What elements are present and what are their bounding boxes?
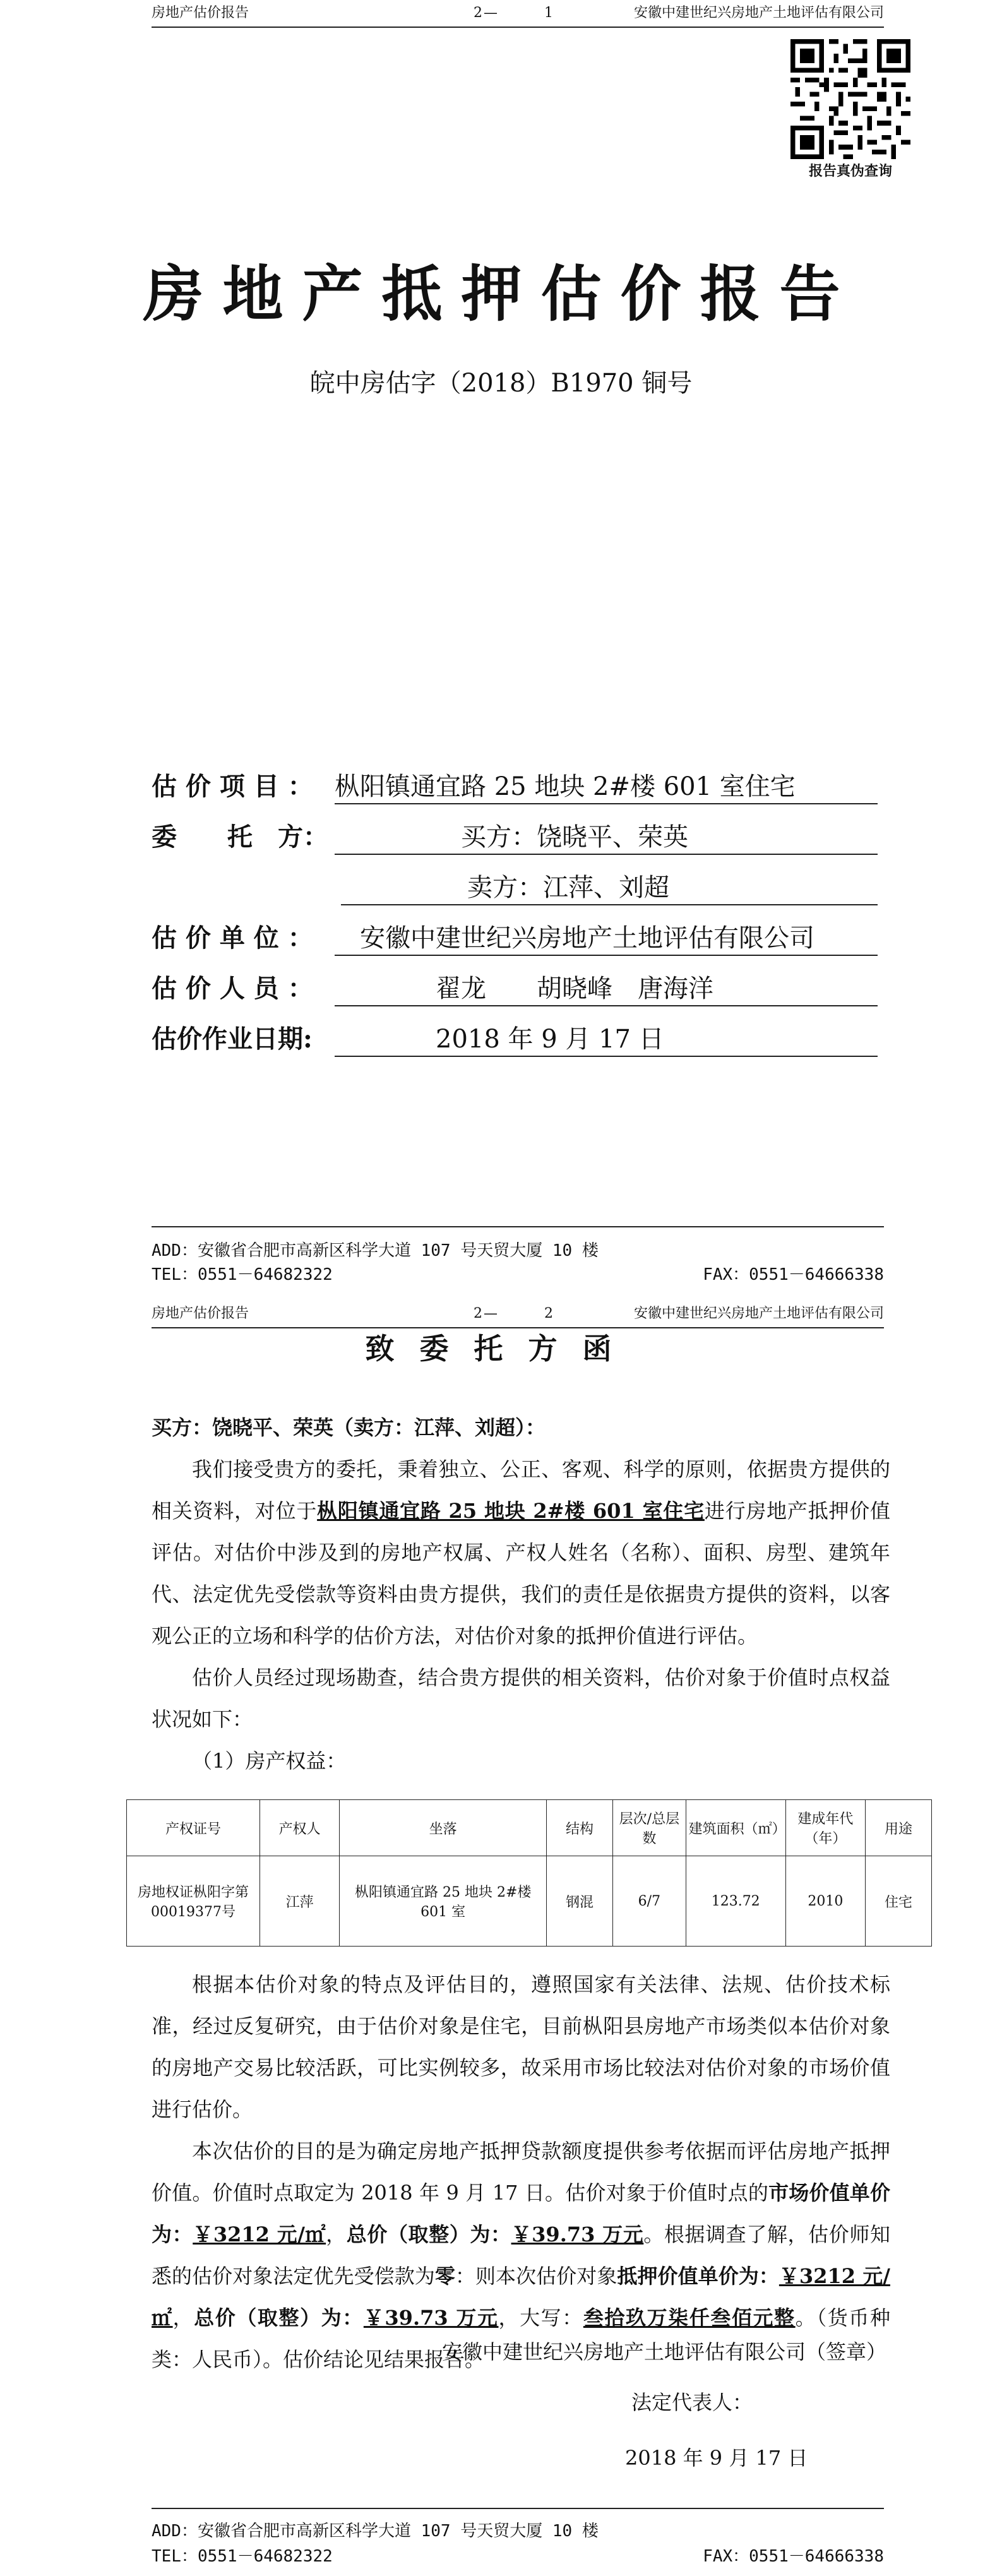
table-header-cell: 产权证号 bbox=[127, 1800, 260, 1856]
field-client-label: 委 托 方： bbox=[152, 822, 328, 852]
qr-caption: 报告真伪查询 bbox=[808, 163, 892, 179]
p4-text-g: ，大写： bbox=[498, 2306, 583, 2330]
field-unit bbox=[152, 921, 884, 956]
footer-tel: TEL：0551－64682322 bbox=[152, 1265, 333, 1284]
header-company: 安徽中建世纪兴房地产土地评估有限公司 bbox=[633, 5, 884, 21]
p4-total-label: 总价（取整）为： bbox=[346, 2222, 511, 2246]
p4-mortgage-total: ￥39.73 万元 bbox=[363, 2306, 499, 2330]
report-title: 房地产抵押估价报告 bbox=[143, 258, 859, 330]
signature-company: 安徽中建世纪兴房地产土地评估有限公司（签章） bbox=[442, 2340, 887, 2364]
field-project-value: 枞阳镇通宜路 25 地块 2#楼 601 室住宅 bbox=[335, 769, 878, 804]
page-header bbox=[152, 0, 884, 28]
field-date bbox=[152, 1022, 884, 1057]
p4-text-e: ：则本次估价对象 bbox=[455, 2264, 617, 2288]
field-date-label: 估价作业日期: bbox=[152, 1024, 313, 1054]
field-project-label: 估 价 项 目 ： bbox=[152, 772, 313, 801]
footer-fax: FAX：0551－64666338 bbox=[703, 1265, 884, 1284]
p4-priority-amount: 零 bbox=[434, 2264, 455, 2288]
footer-divider bbox=[152, 2508, 884, 2509]
p4-text-a: 本次估价的目的是为确定房地产抵押贷款额度提供参考依据而评估房地产抵押价值。价值时点取定为 2018 年 9 月 17 日。估价对象于价值时点的 bbox=[152, 2139, 890, 2205]
footer-divider bbox=[152, 1226, 884, 1227]
table-cell: 123.72 bbox=[686, 1856, 785, 1947]
table-cell: 房地权证枞阳字第00019377号 bbox=[127, 1856, 260, 1947]
field-appraisers-value: 翟龙 胡晓峰 唐海洋 bbox=[335, 971, 878, 1006]
letter-title: 致委托方函 bbox=[365, 1332, 637, 1366]
p4-mortgage-label: 抵押价值单价为： bbox=[617, 2264, 779, 2288]
p4-mortgage-total-label: 总价（取整）为： bbox=[194, 2306, 364, 2330]
table-cell: 枞阳镇通宜路 25 地块 2#楼 601 室 bbox=[340, 1856, 547, 1947]
table-cell: 2010 bbox=[785, 1856, 865, 1947]
p4-market-value-label: 市场价值单价为： bbox=[152, 2181, 890, 2246]
report-number: 皖中房估字（2018）B1970 铜号 bbox=[309, 369, 693, 398]
field-client-buyer: 买方：饶晓平、荣英 bbox=[335, 820, 878, 855]
letter-body bbox=[152, 1407, 890, 1782]
p4-mortgage-unit-price: ￥3212 元/㎡ bbox=[152, 2264, 890, 2330]
p4-text-d: 。根据调查了解，估价师知悉的估价对象法定优先受偿款为 bbox=[152, 2222, 890, 2288]
field-client-seller bbox=[152, 870, 884, 905]
letter-page bbox=[0, 1301, 1002, 2576]
table-row bbox=[127, 1856, 932, 1947]
table-header-cell: 层次/总层数 bbox=[613, 1800, 686, 1856]
table-header-row bbox=[127, 1800, 932, 1856]
p4-text-f: ， bbox=[172, 2306, 194, 2330]
paragraph-1 bbox=[152, 1448, 890, 1657]
table-caption: （1）房产权益： bbox=[192, 1749, 347, 1773]
signature-date: 2018 年 9 月 17 日 bbox=[625, 2446, 808, 2470]
field-project bbox=[152, 769, 884, 804]
letter-body-continued bbox=[152, 1964, 890, 2380]
p4-market-unit-price: ￥3212 元/㎡ bbox=[193, 2222, 326, 2246]
table-cell: 6/7 bbox=[613, 1856, 686, 1947]
signature-legal-rep: 法定代表人： bbox=[631, 2390, 753, 2414]
field-date-value: 2018 年 9 月 17 日 bbox=[335, 1022, 878, 1057]
header-left: 房地产估价报告 bbox=[152, 1306, 249, 1321]
table-header-cell: 坐落 bbox=[340, 1800, 547, 1856]
field-appraisers-label: 估 价 人 员 ： bbox=[152, 974, 313, 1003]
field-unit-label: 估 价 单 位 ： bbox=[152, 923, 313, 953]
p1-subject: 枞阳镇通宜路 25 地块 2#楼 601 室住宅 bbox=[317, 1499, 705, 1523]
header-left: 房地产估价报告 bbox=[152, 5, 249, 21]
table-header-cell: 建筑面积（㎡） bbox=[686, 1800, 785, 1856]
table-header-cell: 结构 bbox=[547, 1800, 613, 1856]
table-header-cell: 产权人 bbox=[260, 1800, 340, 1856]
p1-text-a: 我们接受贵方的委托，秉着独立、公正、客观、科学的原则，依据贵方提供的相关资料，对位于 bbox=[152, 1457, 890, 1523]
table-header-cell: 建成年代（年） bbox=[785, 1800, 865, 1856]
table-header-cell: 用途 bbox=[865, 1800, 931, 1856]
footer-fax: FAX：0551－64666338 bbox=[703, 2547, 884, 2566]
field-client bbox=[152, 820, 884, 855]
property-rights-table bbox=[126, 1799, 932, 1947]
p4-amount-in-words: 叁拾玖万柒仟叁佰元整 bbox=[583, 2306, 796, 2330]
footer-contact bbox=[152, 1261, 884, 1285]
p4-market-total: ￥39.73 万元 bbox=[511, 2222, 644, 2246]
p1-text-b: 进行房地产抵押价值评估。对估价中涉及到的房地产权属、产权人姓名（名称）、面积、房型、建筑年代、法定优先受偿款等资料由贵方提供，我们的责任是依据贵方提供的资料，以客观公正的立场和科学的估价方法，对估价对象的抵押价值进行评估。 bbox=[152, 1499, 890, 1648]
footer-address: ADD：安徽省合肥市高新区科学大道 107 号天贸大厦 10 楼 bbox=[152, 1241, 599, 1260]
p4-text-c: ， bbox=[326, 2222, 347, 2246]
table-cell: 住宅 bbox=[865, 1856, 931, 1947]
header-page-number: 2— 1 bbox=[474, 5, 554, 21]
paragraph-2: 估价人员经过现场勘查，结合贵方提供的相关资料，估价对象于价值时点权益状况如下： bbox=[152, 1666, 890, 1731]
paragraph-3: 根据本估价对象的特点及评估目的，遵照国家有关法律、法规、估价技术标准，经过反复研究，由于估价对象是住宅，目前枞阳县房地产市场类似本估价对象的房地产交易比较活跃，可比实例较多，故采用市场比较法对估价对象的市场价值进行估价。 bbox=[152, 1972, 890, 2121]
field-appraisers bbox=[152, 971, 884, 1006]
footer-tel: TEL：0551－64682322 bbox=[152, 2547, 333, 2566]
footer-address: ADD：安徽省合肥市高新区科学大道 107 号天贸大厦 10 楼 bbox=[152, 2522, 599, 2541]
qr-code-icon[interactable] bbox=[790, 39, 910, 159]
footer-contact bbox=[152, 2543, 884, 2567]
salutation: 买方：饶晓平、荣英（卖方：江萍、刘超）： bbox=[152, 1416, 546, 1440]
table-cell: 江萍 bbox=[260, 1856, 340, 1947]
header-company: 安徽中建世纪兴房地产土地评估有限公司 bbox=[633, 1306, 884, 1321]
page-header bbox=[152, 1301, 884, 1328]
table-cell: 钢混 bbox=[547, 1856, 613, 1947]
p4-text-h: 。（货币种类：人民币）。估价结论见结果报告。 bbox=[152, 2306, 890, 2371]
header-page-number: 2— 2 bbox=[474, 1306, 554, 1321]
field-client-seller-value: 卖方：江萍、刘超 bbox=[341, 870, 878, 905]
field-unit-value: 安徽中建世纪兴房地产土地评估有限公司 bbox=[335, 921, 878, 956]
